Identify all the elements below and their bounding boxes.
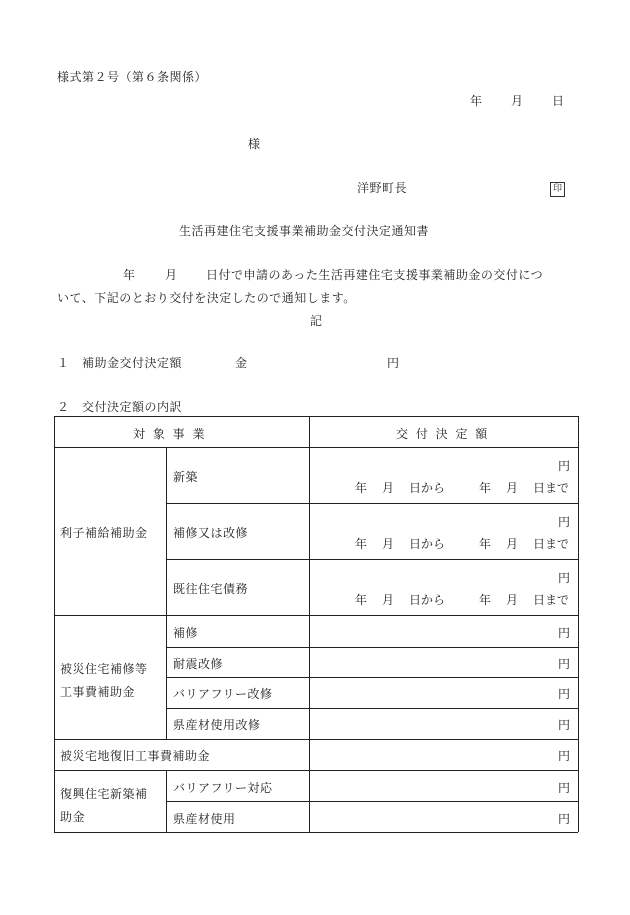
row-yen: 円 xyxy=(557,459,570,473)
date-month: 月 xyxy=(511,94,524,108)
row-label: 県産材使用改修 xyxy=(173,718,261,732)
item1-number: １ xyxy=(57,356,70,370)
row-yen: 円 xyxy=(557,812,570,826)
header-target-project: 対 象 事 業 xyxy=(133,427,207,441)
date-year: 年 xyxy=(470,94,483,108)
row-period: 年 月 日から 年 月 日まで xyxy=(355,593,570,607)
group-repair-subsidy-line2: 工事費補助金 xyxy=(60,685,136,699)
item1-yen: 円 xyxy=(387,356,400,370)
row-land-restoration: 被災宅地復旧工事費補助金 xyxy=(60,749,211,763)
body-month: 月 xyxy=(165,268,178,282)
row-period: 年 月 日から 年 月 日まで xyxy=(355,481,570,495)
row-yen: 円 xyxy=(557,515,570,529)
ki-mark: 記 xyxy=(310,314,323,328)
form-number: 様式第２号（第６条関係） xyxy=(57,70,208,84)
row-yen: 円 xyxy=(557,626,570,640)
row-yen: 円 xyxy=(557,687,570,701)
row-label: 既往住宅債務 xyxy=(173,582,249,596)
row-yen: 円 xyxy=(557,781,570,795)
row-yen: 円 xyxy=(557,718,570,732)
seal-icon: 印 xyxy=(550,182,565,197)
item2-number: ２ xyxy=(57,400,70,414)
body-year: 年 xyxy=(123,268,136,282)
item1-kin: 金 xyxy=(235,356,248,370)
item2-label: 交付決定額の内訳 xyxy=(82,400,183,414)
row-yen: 円 xyxy=(557,571,570,585)
date-day: 日 xyxy=(552,94,565,108)
group-new-house-subsidy-line1: 復興住宅新築補 xyxy=(60,787,148,801)
group-new-house-subsidy-line2: 助金 xyxy=(60,810,86,824)
row-label: 補修又は改修 xyxy=(173,526,249,540)
header-grant-amount: 交 付 決 定 額 xyxy=(396,427,490,441)
row-label: 耐震改修 xyxy=(173,657,224,671)
seal-mark xyxy=(550,180,565,197)
row-label: 県産材使用 xyxy=(173,812,236,826)
row-label: 補修 xyxy=(173,626,199,640)
body-text-line2: いて、下記のとおり交付を決定したので通知します。 xyxy=(57,291,356,305)
row-label: 新築 xyxy=(173,470,199,484)
row-yen: 円 xyxy=(557,749,570,763)
group-interest-subsidy: 利子補給補助金 xyxy=(60,526,148,540)
issuer-title: 洋野町長 xyxy=(357,181,408,195)
body-text-line1: 日付で申請のあった生活再建住宅支援事業補助金の交付につ xyxy=(206,268,544,282)
addressee-suffix: 様 xyxy=(248,137,261,151)
item1-label: 補助金交付決定額 xyxy=(82,356,183,370)
row-period: 年 月 日から 年 月 日まで xyxy=(355,537,570,551)
row-label: バリアフリー改修 xyxy=(173,687,273,701)
row-label: バリアフリー対応 xyxy=(173,781,273,795)
document-title: 生活再建住宅支援事業補助金交付決定通知書 xyxy=(179,224,430,238)
group-repair-subsidy-line1: 被災住宅補修等 xyxy=(60,662,148,676)
row-yen: 円 xyxy=(557,657,570,671)
